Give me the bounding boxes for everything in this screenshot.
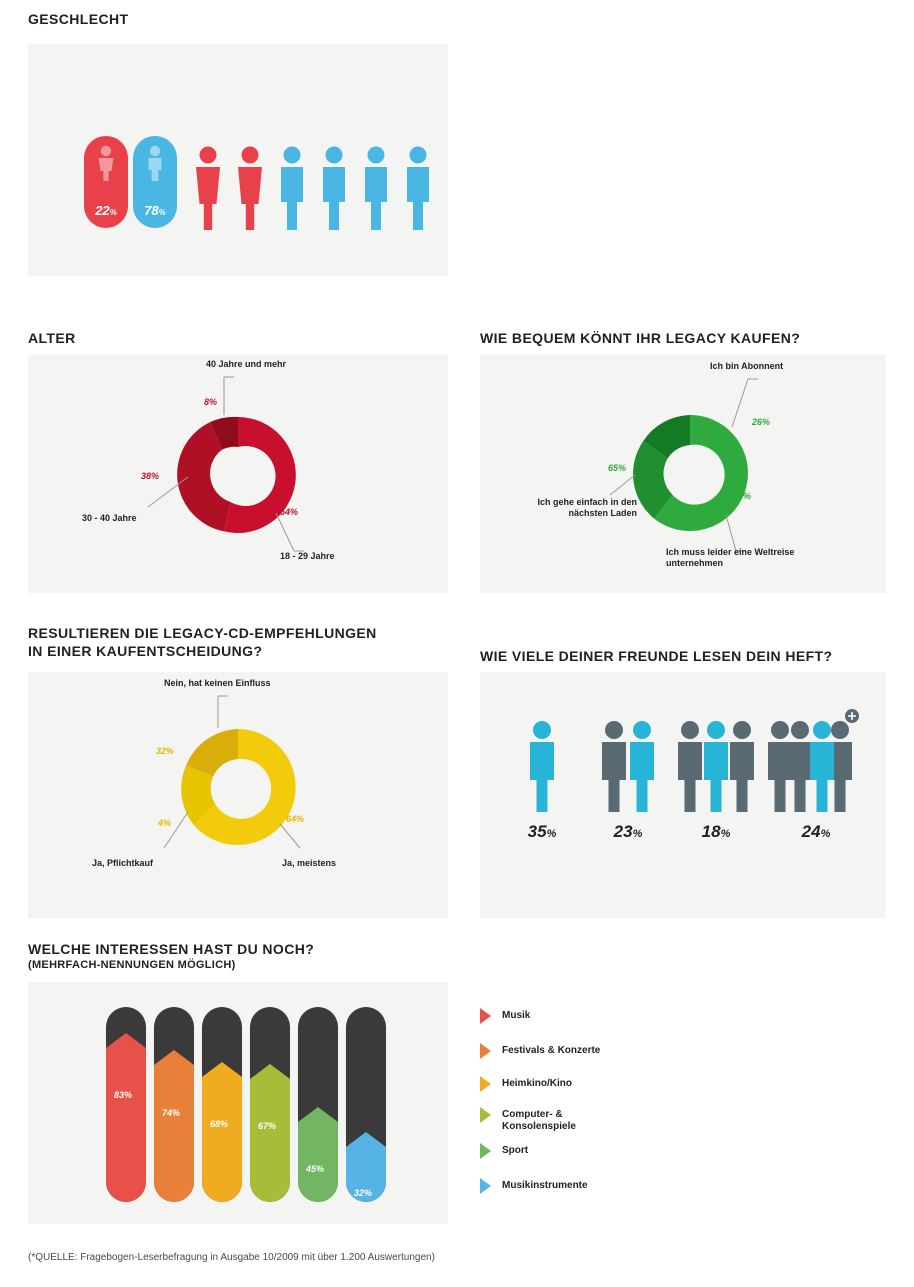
- legend-item-musik: [480, 1008, 530, 1022]
- freunde-group-1: [530, 721, 554, 812]
- alter-donut-chart: [28, 355, 448, 593]
- kaufen-label-abonnent: Ich bin Abonnent: [710, 361, 784, 371]
- kaufen-value-weltreise: 9%: [738, 491, 752, 501]
- bar-fill-festivals: [154, 1050, 194, 1202]
- legend-arrow-heimkino: [480, 1076, 491, 1092]
- kaufen-label-laden: [509, 497, 637, 519]
- section-title-empfehlungen: [28, 624, 377, 660]
- freunde-pct-4: 24: [801, 822, 821, 841]
- source-note: (*QUELLE: Fragebogen-Leserbefragung in Ausgabe 10/2009 mit über 1.200 Auswertungen): [28, 1252, 435, 1263]
- freunde-people-chart: [480, 672, 886, 918]
- kaufen-label-weltreise: [666, 547, 794, 569]
- empf-title-l2: IN EINER KAUFENTSCHEIDUNG?: [28, 643, 263, 659]
- bar-fill-musik: [106, 1033, 146, 1202]
- panel-geschlecht: [28, 44, 448, 276]
- panel-empfehlungen: [28, 672, 448, 918]
- legend-label-sport: Sport: [502, 1145, 529, 1156]
- empf-label-ja-meistens: Ja, meistens: [282, 858, 337, 868]
- female-pct-wrap: [84, 136, 128, 228]
- legend-label-computer: [502, 1107, 576, 1133]
- legend-arrow-computer: [480, 1107, 491, 1123]
- kaufen-label-laden-l1: Ich gehe einfach in den: [537, 497, 637, 507]
- freunde-group-3: [678, 721, 754, 812]
- legend-label-computer-l1: Computer- &: [502, 1109, 563, 1120]
- freunde-pct-4-wrap: [766, 822, 866, 842]
- freunde-pct-2-suffix: %: [632, 828, 643, 840]
- alter-label-40plus: 40 Jahre und mehr: [206, 359, 287, 369]
- panel-alter: [28, 355, 448, 593]
- kaufen-label-laden-l2: nächsten Laden: [568, 508, 637, 518]
- legend-arrow-festivals: [480, 1043, 491, 1059]
- panel-kaufen: [480, 355, 886, 593]
- legend-item-computer: [480, 1107, 576, 1133]
- alter-value-18-29: 54%: [280, 507, 299, 517]
- freunde-pct-1-wrap: [492, 822, 592, 842]
- bar-value-sport: 45%: [306, 1164, 325, 1174]
- legend-label-computer-l2: Konsolenspiele: [502, 1121, 576, 1132]
- legend-arrow-sport: [480, 1143, 491, 1159]
- legend-arrow-musik: [480, 1008, 491, 1024]
- legend-label-festivals: Festivals & Konzerte: [502, 1045, 601, 1056]
- empf-title-l1: RESULTIEREN DIE LEGACY-CD-EMPFEHLUNGEN: [28, 625, 377, 641]
- bar-value-festivals: 74%: [162, 1108, 181, 1118]
- alter-label-18-29: 18 - 29 Jahre: [280, 551, 335, 561]
- male-figure: [281, 147, 429, 231]
- freunde-group-2: [602, 721, 654, 812]
- panel-interessen: [28, 982, 448, 1224]
- bar-fill-computer: [250, 1064, 290, 1202]
- bar-fill-sport: [298, 1107, 338, 1202]
- bar-value-heimkino: 68%: [210, 1119, 229, 1129]
- section-title-geschlecht: GESCHLECHT: [28, 11, 129, 27]
- interessen-bar-chart: [28, 982, 448, 1224]
- empf-label-pflichtkauf: Ja, Pflichtkauf: [92, 858, 154, 868]
- pct-suffix: %: [109, 208, 117, 217]
- legend-label-heimkino: Heimkino/Kino: [502, 1078, 573, 1089]
- plus-icon: [845, 709, 859, 723]
- kaufen-label-weltreise-l2: unternehmen: [666, 558, 724, 568]
- freunde-pct-2-wrap: [578, 822, 678, 842]
- kaufen-value-abonnent: 26%: [752, 417, 771, 427]
- leader-line-bottom: [276, 513, 294, 551]
- alter-label-30-40: 30 - 40 Jahre: [82, 513, 137, 523]
- bar-value-musik: 83%: [114, 1090, 133, 1100]
- alter-value-40plus: 8%: [204, 397, 218, 407]
- alter-value-30-40: 38%: [141, 471, 160, 481]
- legend-arrow-instrumente: [480, 1178, 491, 1194]
- section-title-alter: ALTER: [28, 330, 76, 346]
- male-pct-wrap: [133, 136, 177, 228]
- section-title-kaufen: WIE BEQUEM KÖNNT IHR LEGACY KAUFEN?: [480, 330, 801, 346]
- section-title-interessen: WELCHE INTERESSEN HAST DU NOCH?: [28, 941, 315, 957]
- female-pct: 22: [95, 203, 110, 218]
- section-title-freunde: WIE VIELE DEINER FREUNDE LESEN DEIN HEFT?: [480, 648, 833, 664]
- legend-label-musik: Musik: [502, 1010, 531, 1021]
- freunde-pct-4-suffix: %: [820, 828, 831, 840]
- legend-item-sport: [480, 1143, 528, 1157]
- bar-value-computer: 67%: [258, 1121, 277, 1131]
- freunde-pct-3: 18: [701, 822, 721, 841]
- kaufen-leader-top: [732, 379, 748, 427]
- empf-leader-right: [280, 824, 300, 848]
- female-figure: [196, 147, 262, 231]
- pct-suffix-male: %: [158, 208, 166, 217]
- kaufen-leader-left: [610, 475, 635, 495]
- freunde-pct-3-suffix: %: [720, 828, 731, 840]
- section-subtitle-interessen: (MEHRFACH-NENNUNGEN MÖGLICH): [28, 959, 236, 971]
- empf-value-pflichtkauf: 4%: [158, 818, 172, 828]
- bar-fill-heimkino: [202, 1062, 242, 1202]
- empf-label-nein: Nein, hat keinen Einfluss: [164, 678, 271, 688]
- legend-item-festivals: [480, 1043, 600, 1057]
- legend-label-instrumente: Musikinstrumente: [502, 1180, 588, 1191]
- male-pct: 78: [144, 203, 159, 218]
- freunde-group-4: [768, 709, 859, 812]
- freunde-pct-3-wrap: [666, 822, 766, 842]
- panel-freunde: [480, 672, 886, 918]
- legend-item-heimkino: [480, 1076, 572, 1090]
- kaufen-label-weltreise-l1: Ich muss leider eine Weltreise: [666, 547, 795, 557]
- empf-value-nein: 32%: [156, 746, 175, 756]
- freunde-pct-1: 35: [527, 822, 547, 841]
- kaufen-value-laden: 65%: [608, 463, 627, 473]
- bar-value-instrumente: 32%: [354, 1188, 373, 1198]
- kaufen-leader-bottom: [726, 515, 736, 551]
- legend-item-instrumente: [480, 1178, 588, 1192]
- freunde-pct-1-suffix: %: [546, 828, 557, 840]
- empf-value-ja-meistens: 64%: [286, 814, 305, 824]
- empfehlungen-donut-chart: [28, 672, 448, 918]
- freunde-pct-2: 23: [613, 822, 633, 841]
